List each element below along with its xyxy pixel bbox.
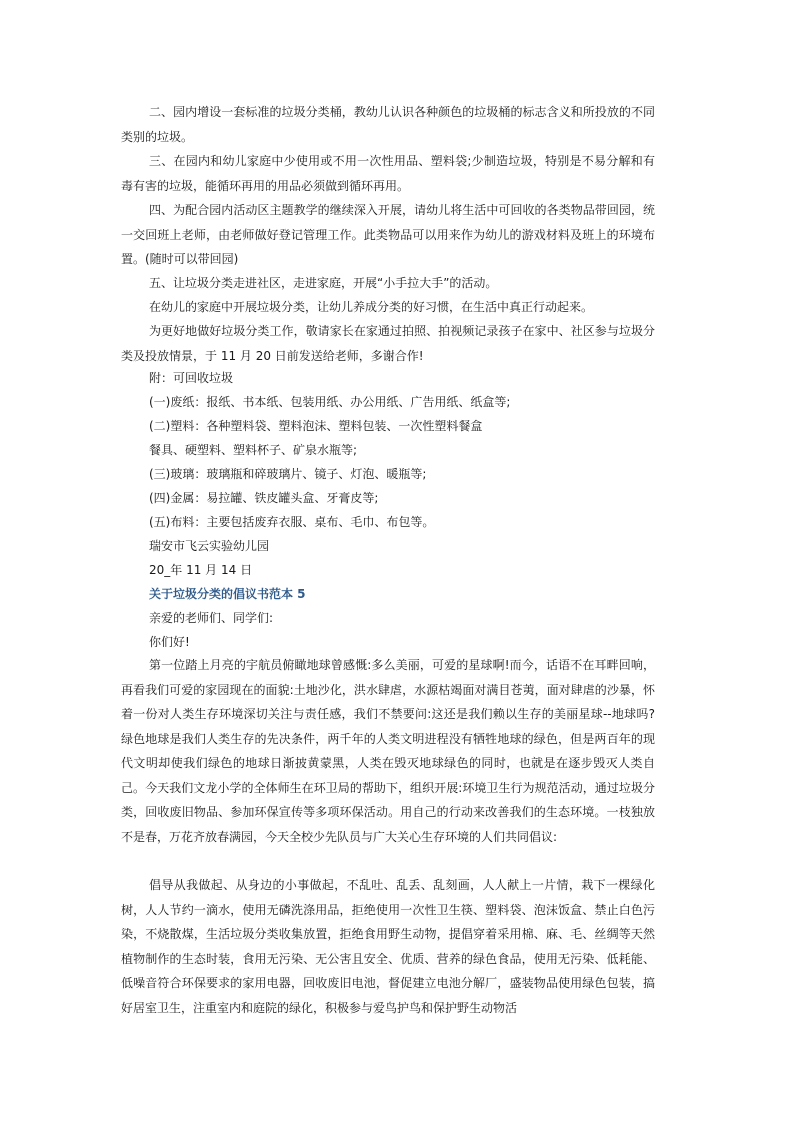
body-paragraph-1: 第一位踏上月亮的宇航员俯瞰地球曾感慨:多么美丽，可爱的星球啊!而今，话语不在耳畔回响，再看我们可爱的家园现在的面貌:土地沙化，洪水肆虐，水源枯竭面对满目苍荑，面对肆虐的沙暴，怀着一份对人类生存环境深切关注与责任感，我们不禁要问:这还是我们赖以生存的美丽星球--地球吗?绿色地球是我们人类生存的先决条件，两千年的人类文明进程没有牺牲地球的绿色，但是两百年的现代文明却使我们绿色的地球日渐披黄蒙黑，人类在毁灭地球绿色的同时，也就是在逐步毁灭人类自己。今天我们文龙小学的全体师生在环卫局的帮助下，组织开展:环境卫生行为规范活动，通过垃圾分类，回收废旧物品、参加环保宣传等多项环保活动。用自己的行动来改善我们的生态环境。一枝独放不是春，万花齐放春满园，今天全校少先队员与广大关心生存环境的人们共同倡议:	[121, 658, 655, 844]
salutation: 亲爱的老师们、同学们:	[149, 611, 274, 625]
section-heading: 关于垃圾分类的倡议书范本 5	[149, 587, 306, 601]
greeting: 你们好!	[149, 635, 190, 649]
paragraph-item-3: 三、在园内和幼儿家庭中少使用或不用一次性用品、塑料袋;少制造垃圾，特别是不易分解和有毒有害的垃圾，能循环再用的用品必须做到循环再用。	[121, 154, 655, 193]
paragraph-item-7: 为更好地做好垃圾分类工作，敬请家长在家通过拍照、拍视频记录孩子在家中、社区参与垃圾分类及投放情景，于 11 月 20 日前发送给老师，多谢合作!	[121, 324, 655, 363]
paragraph-item-5: 五、让垃圾分类走进社区，走进家庭，开展“小手拉大手”的活动。	[149, 276, 498, 290]
signature-org: 瑞安市飞云实验幼儿园	[149, 539, 270, 553]
appendix-plastic-line1: (二)塑料：各种塑料袋、塑料泡沫、塑料包装、一次性塑料餐盒	[149, 419, 483, 433]
appendix-paper: (一)废纸：报纸、书本纸、包装用纸、办公用纸、广告用纸、纸盒等;	[149, 395, 511, 409]
paragraph-item-2: 二、园内增设一套标准的垃圾分类桶，教幼儿认识各种颜色的垃圾桶的标志含义和所投放的不同类别的垃圾。	[121, 105, 655, 144]
appendix-glass: (三)玻璃：玻璃瓶和碎玻璃片、镜子、灯泡、暖瓶等;	[149, 467, 427, 481]
body-paragraph-2: 倡导从我做起、从身边的小事做起，不乱吐、乱丢、乱刻画，人人献上一片情，栽下一棵绿化树，人人节约一滴水，使用无磷洗涤用品，拒绝使用一次性卫生筷、塑料袋、泡沫饭盒、禁止白色污染，不烧散煤，生活垃圾分类收集放置，拒绝食用野生动物，提倡穿着采用棉、麻、毛、丝绸等天然植物制作的生态时装，食用无污染、无公害且安全、优质、营养的绿色食品，使用无污染、低耗能、低噪音符合环保要求的家用电器，回收废旧电池，督促建立电池分解厂，盛装物品使用绿色包装，搞好居室卫生，注重室内和庭院的绿化，积极参与爱鸟护鸟和保护野生动物活	[121, 878, 655, 1015]
appendix-metal: (四)金属：易拉罐、铁皮罐头盒、牙膏皮等;	[149, 491, 379, 505]
signature-date: 20_年 11 月 14 日	[149, 563, 253, 577]
paragraph-item-4: 四、为配合园内活动区主题教学的继续深入开展，请幼儿将生活中可回收的各类物品带回园，统一交回班上老师，由老师做好登记管理工作。此类物品可以用来作为幼儿的游戏材料及班上的环境布置。(随时可以带回园)	[121, 203, 655, 266]
paragraph-item-6: 在幼儿的家庭中开展垃圾分类，让幼儿养成分类的好习惯，在生活中真正行动起来。	[149, 300, 594, 314]
appendix-plastic-line2: 餐具、硬塑料、塑料杯子、矿泉水瓶等;	[149, 443, 358, 457]
appendix-title: 附：可回收垃圾	[149, 371, 234, 385]
appendix-cloth: (五)布料：主要包括废弃衣服、桌布、毛巾、布包等。	[149, 515, 435, 529]
